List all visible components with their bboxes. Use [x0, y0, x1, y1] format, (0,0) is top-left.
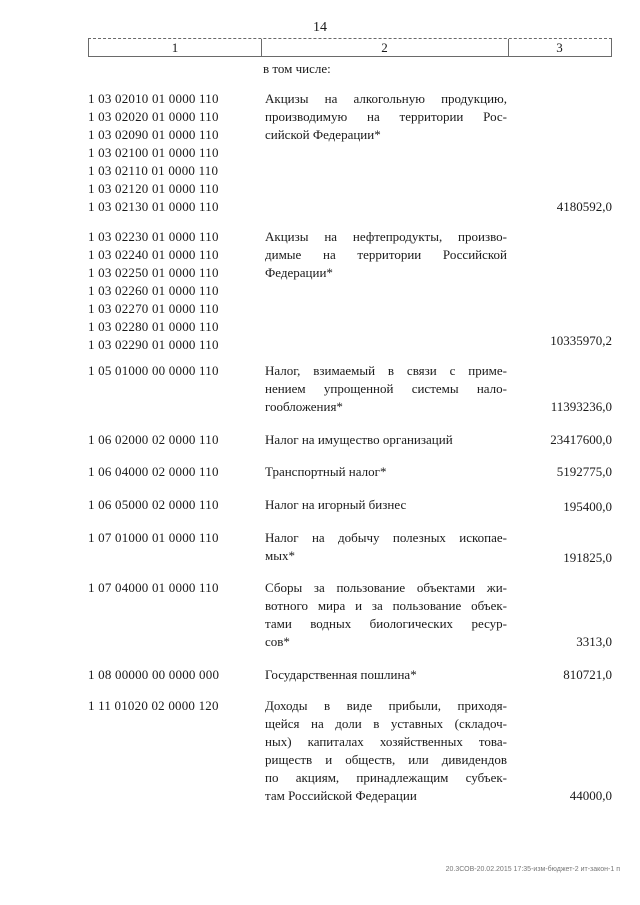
table-header	[88, 38, 612, 57]
description-line: щейся на доли в уставных (складоч-	[265, 716, 507, 731]
description-line: Доходы в виде прибыли, приходя-	[265, 698, 507, 713]
budget-code: 1 03 02110 01 0000 110	[88, 163, 219, 178]
continuation-text: в том числе:	[263, 61, 331, 76]
row-codes	[88, 697, 258, 715]
description-line: Транспортный налог*	[265, 464, 387, 479]
budget-code: 1 03 02130 01 0000 110	[88, 199, 219, 214]
row-codes	[88, 362, 258, 380]
budget-code: 1 03 02090 01 0000 110	[88, 127, 219, 142]
budget-code: 1 06 02000 02 0000 110	[88, 432, 219, 447]
row-codes	[88, 228, 258, 354]
row-codes	[88, 666, 258, 684]
table-row	[88, 362, 612, 418]
description-line: сийской Федерации*	[265, 127, 381, 142]
description-line: ных) капиталах хозяйственных това-	[265, 734, 507, 749]
budget-code: 1 03 02010 01 0000 110	[88, 91, 219, 106]
column-header-1: 1	[89, 39, 262, 56]
row-description	[265, 431, 507, 449]
table-row	[88, 431, 612, 449]
description-line: по акциям, принадлежащим субъек-	[265, 770, 507, 785]
row-amount: 23417600,0	[550, 432, 612, 447]
budget-code: 1 03 02250 01 0000 110	[88, 265, 219, 280]
budget-code: 1 11 01020 02 0000 120	[88, 698, 219, 713]
description-line: сов*	[265, 634, 290, 649]
row-description	[265, 463, 507, 481]
row-description	[265, 496, 507, 514]
description-line: Государственная пошлина*	[265, 667, 417, 682]
row-description	[265, 529, 507, 565]
row-amount: 5192775,0	[556, 464, 612, 479]
budget-code: 1 05 01000 00 0000 110	[88, 363, 219, 378]
description-line: риществ и обществ, или дивидендов	[265, 752, 507, 767]
row-description	[265, 666, 507, 684]
document-footer: 20.3СОВ-20.02.2015 17:35-изм-бюджет-2 ит-закон-1 п	[445, 866, 620, 873]
row-description	[265, 228, 507, 282]
budget-code: 1 03 02240 01 0000 110	[88, 247, 219, 262]
row-description	[265, 90, 507, 144]
description-line: вотного мира и за пользование объек-	[265, 598, 507, 613]
table-row	[88, 529, 612, 567]
description-line: гообложения*	[265, 399, 343, 414]
description-line: Акцизы на алкогольную продукцию,	[265, 91, 507, 106]
row-amount: 3313,0	[576, 634, 612, 649]
budget-code: 1 03 02270 01 0000 110	[88, 301, 219, 316]
budget-code: 1 07 04000 01 0000 110	[88, 580, 219, 595]
description-line: Налог, взимаемый в связи с приме-	[265, 363, 507, 378]
description-line: Сборы за пользование объектами жи-	[265, 580, 507, 595]
table-row	[88, 697, 612, 805]
table-row	[88, 496, 612, 514]
row-codes	[88, 529, 258, 547]
budget-code: 1 07 01000 01 0000 110	[88, 530, 219, 545]
budget-code: 1 03 02100 01 0000 110	[88, 145, 219, 160]
table-row	[88, 90, 612, 216]
description-line: там Российской Федерации	[265, 788, 417, 803]
row-description	[265, 579, 507, 651]
row-amount: 11393236,0	[550, 399, 612, 414]
budget-code: 1 06 05000 02 0000 110	[88, 497, 219, 512]
budget-code: 1 03 02120 01 0000 110	[88, 181, 219, 196]
row-amount: 10335970,2	[550, 333, 612, 348]
description-line: нением упрощенной системы нало-	[265, 381, 507, 396]
table-row	[88, 228, 612, 354]
description-line: Налог на имущество организаций	[265, 432, 453, 447]
row-codes	[88, 431, 258, 449]
description-line: тами водных биологических ресур-	[265, 616, 507, 631]
row-amount: 195400,0	[563, 499, 612, 514]
budget-code: 1 06 04000 02 0000 110	[88, 464, 219, 479]
column-header-2: 2	[261, 39, 509, 56]
budget-code: 1 03 02260 01 0000 110	[88, 283, 219, 298]
row-codes	[88, 579, 258, 597]
description-line: Федерации*	[265, 265, 333, 280]
table-row	[88, 579, 612, 653]
row-amount: 191825,0	[563, 550, 612, 565]
row-codes	[88, 463, 258, 481]
row-description	[265, 362, 507, 416]
budget-code: 1 03 02280 01 0000 110	[88, 319, 219, 334]
description-line: Налог на игорный бизнес	[265, 497, 407, 512]
budget-code: 1 03 02230 01 0000 110	[88, 229, 219, 244]
row-amount: 44000,0	[569, 788, 612, 803]
row-amount: 810721,0	[563, 667, 612, 682]
description-line: Налог на добычу полезных ископае-	[265, 530, 507, 545]
row-amount: 4180592,0	[556, 199, 612, 214]
table-row	[88, 463, 612, 481]
budget-code: 1 08 00000 00 0000 000	[88, 667, 220, 682]
row-description	[265, 697, 507, 805]
description-line: димые на территории Российской	[265, 247, 507, 262]
table-row	[88, 666, 612, 684]
description-line: Акцизы на нефтепродукты, произво-	[265, 229, 507, 244]
column-header-3: 3	[556, 40, 563, 55]
page-number: 14	[313, 20, 327, 35]
description-line: производимую на территории Рос-	[265, 109, 507, 124]
row-codes	[88, 496, 258, 514]
budget-code: 1 03 02290 01 0000 110	[88, 337, 219, 352]
row-codes	[88, 90, 258, 216]
description-line: мых*	[265, 548, 295, 563]
budget-code: 1 03 02020 01 0000 110	[88, 109, 219, 124]
